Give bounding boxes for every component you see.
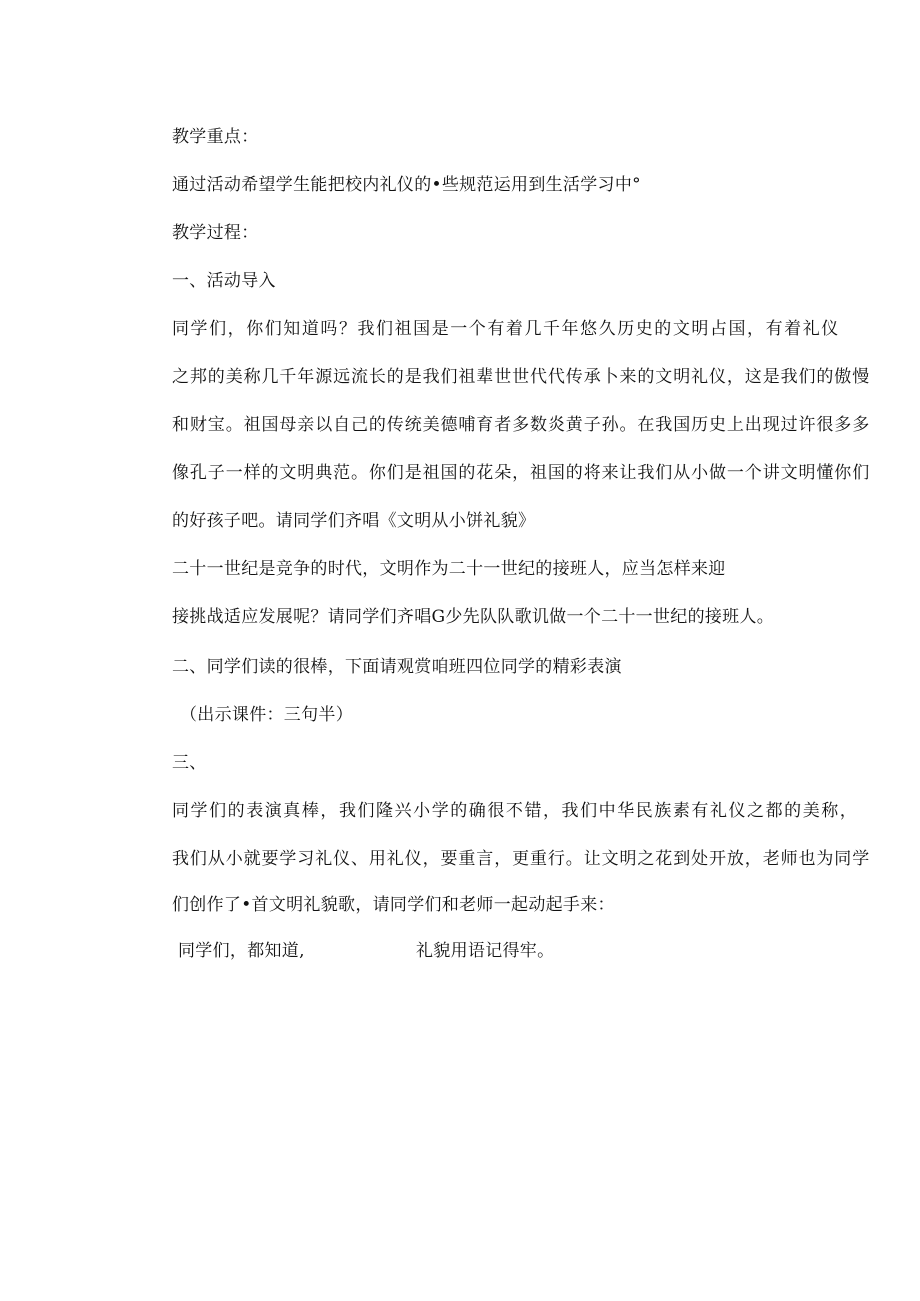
- section2-heading: 二、同学们读的很棒，下面请观赏咱班四位同学的精彩表演: [172, 657, 622, 677]
- paragraph1-line: 同学们，你们知道吗？我们祖国是一个有着几千年悠久历史的文明占国，有着礼仪: [172, 319, 840, 339]
- teaching-focus-heading: 教学重点：: [172, 127, 259, 147]
- section2-note: （出示课件：三句半）: [180, 705, 353, 725]
- paragraph3-line: 我们从小就要学习礼仪、用礼仪，要重言，更重行。让文明之花到处开放，老师也为同学: [172, 849, 871, 869]
- song-line-right: 礼貌用语记得牢。: [416, 941, 555, 961]
- section3-heading: 三、: [172, 753, 207, 773]
- paragraph1-line: 之邦的美称几千年源远流长的是我们祖辈世世代代传承卜来的文明礼仪，这是我们的傲慢: [172, 367, 871, 387]
- paragraph1-line: 和财宝。祖国母亲以自己的传统美德哺育者多数炎黄子孙。在我国历史上出现过许很多多: [172, 415, 871, 435]
- paragraph1-line: 像孔子一样的文明典范。你们是祖国的花朵，祖国的将来让我们从小做一个讲文明懂你们: [172, 463, 871, 483]
- teaching-focus-text: 通过活动希望学生能把校内礼仪的•些规范运用到生活学习中°: [172, 175, 641, 195]
- paragraph2-line: 二十一世纪是竞争的时代，文明作为二十一世纪的接班人，应当怎样来迎: [172, 559, 726, 579]
- song-line-left: 同学们，都知道,: [178, 941, 305, 961]
- paragraph1-line: 的好孩子吧。请同学们齐唱《文明从小饼礼貌》: [172, 511, 536, 531]
- paragraph3-line: 们创作了•首文明礼貌歌，请同学们和老师一起动起手来：: [172, 895, 615, 915]
- paragraph3-line: 同学们的表演真棒，我们隆兴小学的确很不错，我们中华民族素有礼仪之都的美称，: [172, 801, 859, 821]
- paragraph2-line: 接挑战适应发展呢？请同学们齐唱G少先队队歌讥做一个二十一世纪的接班人。: [172, 607, 775, 627]
- section1-heading: 一、活动导入: [172, 271, 276, 291]
- teaching-process-heading: 教学过程：: [172, 223, 259, 243]
